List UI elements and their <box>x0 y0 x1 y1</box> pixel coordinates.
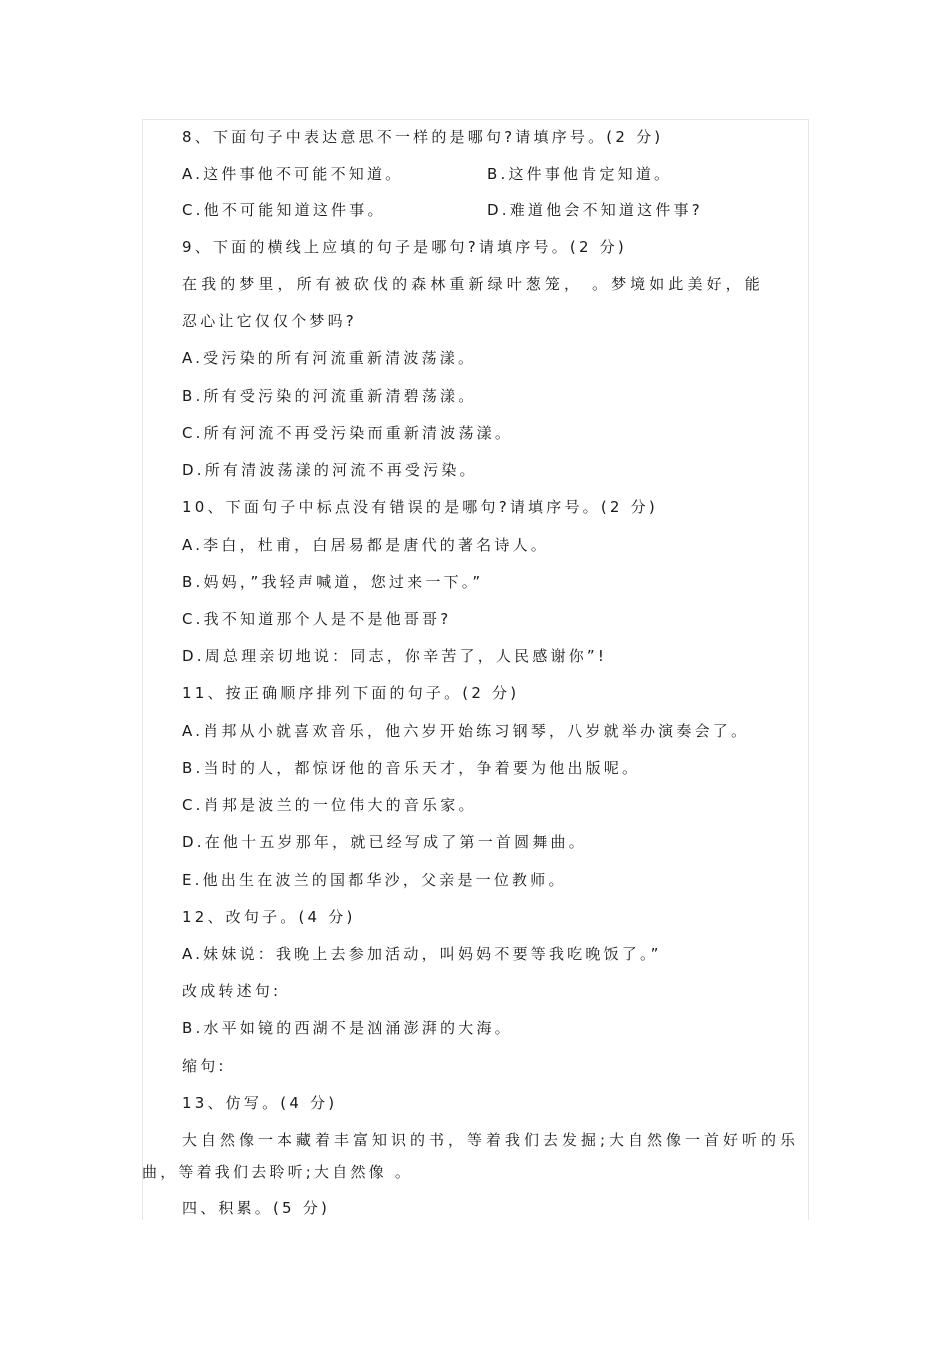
q12-a-sentence: A.妹妹说：我晚上去参加活动，叫妈妈不要等我吃晚饭了。” <box>182 945 662 963</box>
q8-option-d: D.难道他会不知道这件事? <box>487 201 703 219</box>
q9-option-d: D.所有清波荡漾的河流不再受污染。 <box>182 461 478 479</box>
q11-option-a: A.肖邦从小就喜欢音乐，他六岁开始练习钢琴，八岁就举办演奏会了。 <box>182 722 750 740</box>
q13-line2: 曲，等着我们去聆听;大自然像 。 <box>142 1163 414 1181</box>
q10-question: 10、下面句子中标点没有错误的是哪句?请填序号。(2 分) <box>182 498 658 516</box>
q12-b-task: 缩句: <box>182 1057 227 1075</box>
q9-option-b: B.所有受污染的河流重新清碧荡漾。 <box>182 387 477 405</box>
q11-option-c: C.肖邦是波兰的一位伟大的音乐家。 <box>182 796 477 814</box>
q11-option-e: E.他出生在波兰的国都华沙，父亲是一位教师。 <box>182 871 567 889</box>
q8-option-c: C.他不可能知道这件事。 <box>182 201 386 219</box>
q9-option-c: C.所有河流不再受污染而重新清波荡漾。 <box>182 424 514 442</box>
q10-option-c: C.我不知道那个人是不是他哥哥? <box>182 610 452 628</box>
q9-question: 9、下面的横线上应填的句子是哪句?请填序号。(2 分) <box>182 238 627 256</box>
q13-line1: 大自然像一本藏着丰富知识的书，等着我们去发掘;大自然像一首好听的乐 <box>182 1131 800 1149</box>
q8-question: 8、下面句子中表达意思不一样的是哪句?请填序号。(2 分) <box>182 128 664 146</box>
q11-question: 11、按正确顺序排列下面的句子。(2 分) <box>182 684 520 702</box>
section4-title: 四、积累。(5 分) <box>182 1199 331 1217</box>
q10-option-b: B.妈妈，”我轻声喊道，您过来一下。” <box>182 573 484 591</box>
q9-option-a: A.受污染的所有河流重新清波荡漾。 <box>182 349 477 367</box>
q8-option-b: B.这件事他肯定知道。 <box>487 165 673 183</box>
q12-b-sentence: B.水平如镜的西湖不是汹涌澎湃的大海。 <box>182 1019 513 1037</box>
q11-option-b: B.当时的人，都惊讶他的音乐天才，争着要为他出版呢。 <box>182 759 641 777</box>
q10-option-a: A.李白，杜甫，白居易都是唐代的著名诗人。 <box>182 536 549 554</box>
q13-question: 13、仿写。(4 分) <box>182 1094 338 1112</box>
q10-option-d: D.周总理亲切地说：同志，你辛苦了，人民感谢你”! <box>182 647 608 665</box>
q12-a-task: 改成转述句: <box>182 982 282 1000</box>
q8-option-a: A.这件事他不可能不知道。 <box>182 165 404 183</box>
q9-stem-line2: 忍心让它仅仅个梦吗? <box>182 312 357 330</box>
q11-option-d: D.在他十五岁那年，就已经写成了第一首圆舞曲。 <box>182 833 587 851</box>
q12-question: 12、改句子。(4 分) <box>182 908 356 926</box>
q9-stem-line1: 在我的梦里，所有被砍伐的森林重新绿叶葱笼， 。梦境如此美好，能 <box>182 275 764 293</box>
